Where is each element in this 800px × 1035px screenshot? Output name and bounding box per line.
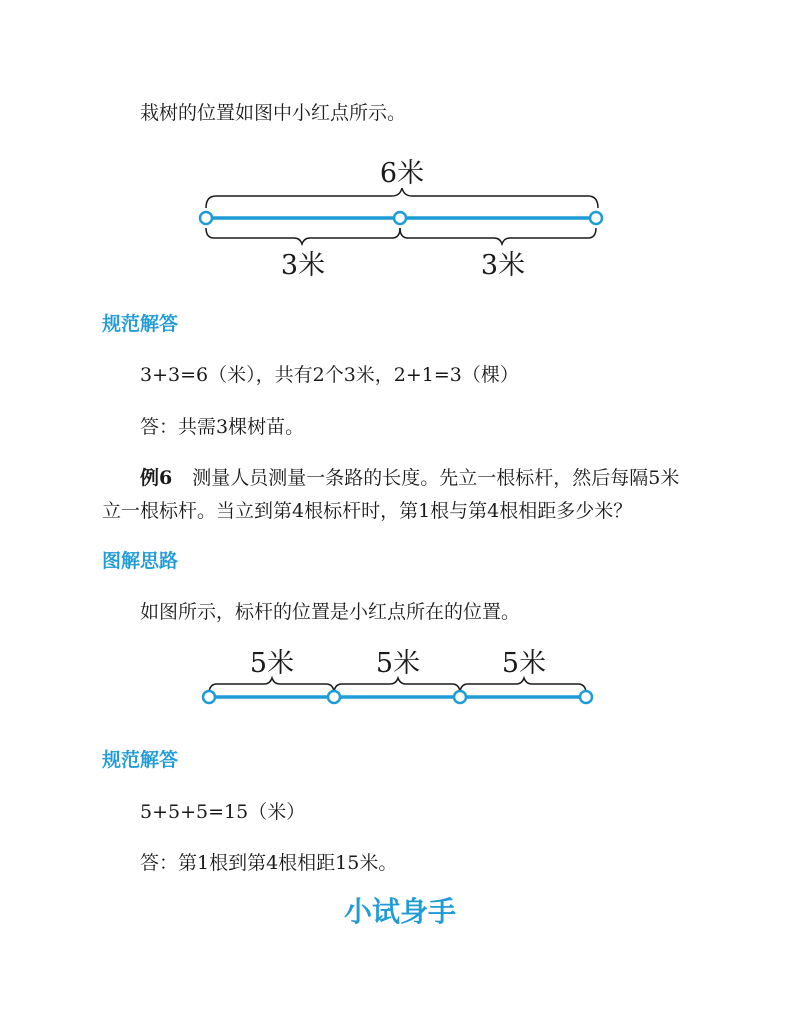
pole-point (328, 691, 340, 703)
segment-label: 5米 (501, 648, 547, 679)
top-brace (206, 188, 598, 208)
segment-label: 3米 (280, 250, 326, 281)
solution-heading: 规范解答 (102, 313, 179, 335)
solution-calc: 5+5+5=15（米） (140, 801, 306, 823)
tree-planting-diagram (0, 150, 800, 290)
solution-calc: 3+3=6（米），共有2个3米，2+1=3（棵） (140, 364, 519, 386)
pole-point (580, 691, 592, 703)
brace (209, 678, 334, 694)
segment-label: 5米 (375, 648, 421, 679)
bottom-brace-right (400, 228, 596, 244)
pole-point (454, 691, 466, 703)
tree-point (590, 212, 602, 224)
total-length-label: 6米 (379, 158, 425, 189)
tree-point (394, 212, 406, 224)
brace (334, 678, 460, 694)
brace (460, 678, 586, 694)
solution-answer: 答：第1根到第4根相距15米。 (140, 852, 398, 874)
bottom-brace-left (206, 228, 400, 244)
example-line-2: 立一根标杆。当立到第4根标杆时，第1根与第4根相距多少米？ (102, 500, 633, 522)
thinking-text: 如图所示，标杆的位置是小红点所在的位置。 (140, 601, 521, 623)
example-line-1 (140, 463, 679, 490)
pole-diagram (0, 646, 800, 716)
segment-label: 3米 (480, 250, 526, 281)
pole-point (203, 691, 215, 703)
intro-line: 栽树的位置如图中小红点所示。 (140, 102, 407, 124)
solution-answer: 答：共需3棵树苗。 (140, 416, 305, 438)
segment-label: 5米 (249, 648, 295, 679)
solution-heading: 规范解答 (102, 749, 179, 771)
section-title: 小试身手 (343, 895, 456, 928)
example-text-1: 测量人员测量一条路的长度。先立一根标杆，然后每隔5米 (192, 467, 680, 489)
example-label: 例6 (140, 467, 173, 489)
thinking-heading: 图解思路 (102, 550, 179, 572)
tree-point (200, 212, 212, 224)
